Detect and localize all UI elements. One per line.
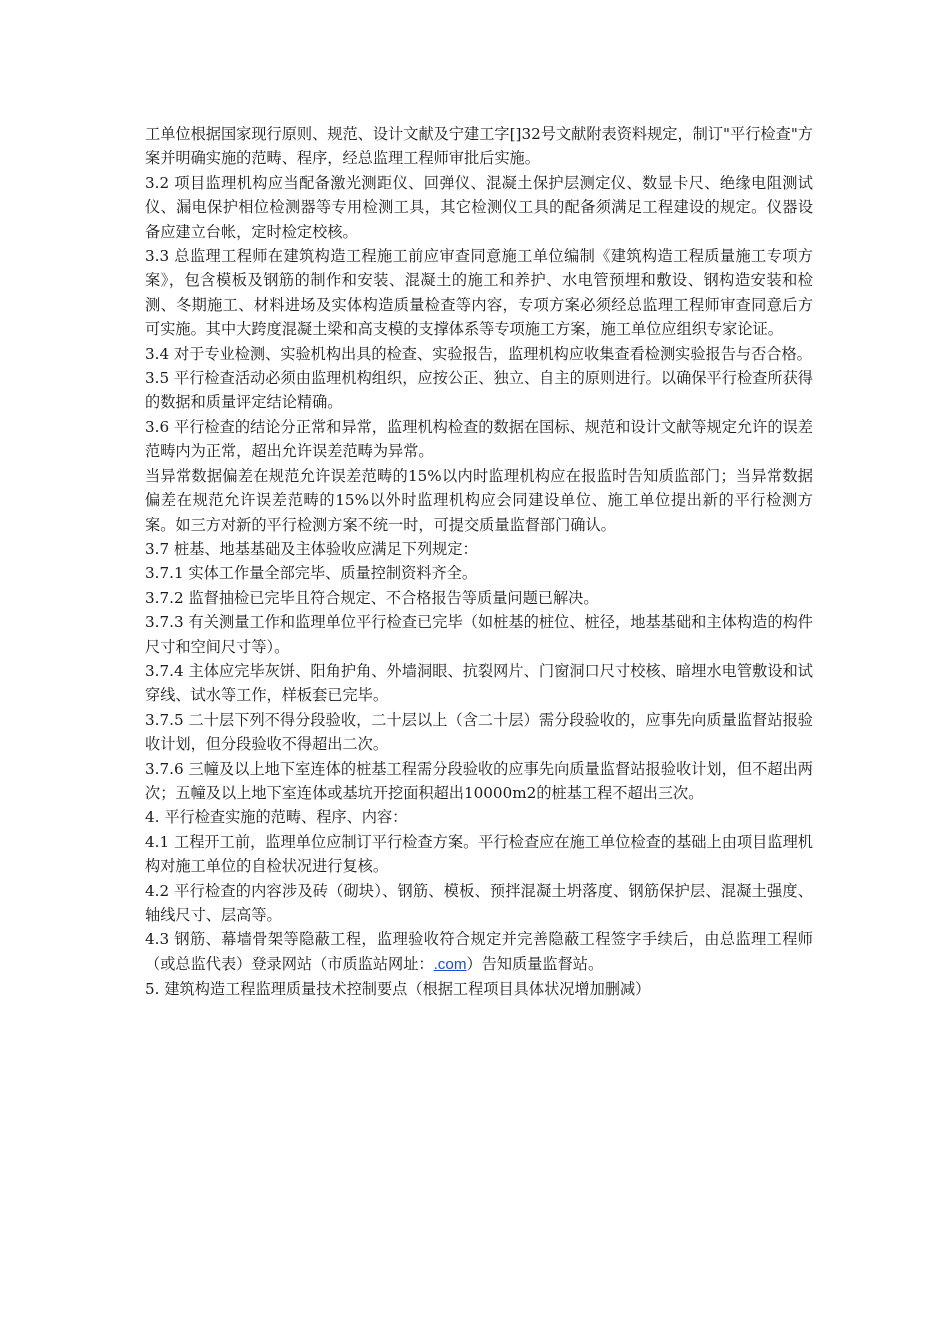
paragraph-3-7-1: 3.7.1 实体工作量全部完毕、质量控制资料齐全。	[145, 564, 478, 583]
paragraph-3-7-4: 3.7.4 主体应完毕灰饼、阳角护角、外墙洞眼、抗裂网片、门窗洞口尺寸校核、暗埋水电管敷设和试穿线、试水等工作，样板套已完毕。	[145, 661, 813, 705]
paragraph-4-2: 4.2 平行检查的内容涉及砖（砌块）、钢筋、模板、预拌混凝土坍落度、钢筋保护层、混凝土强度、轴线尺寸、层高等。	[145, 881, 813, 924]
paragraph-4-3-tail: ）告知质量监督站。	[466, 954, 604, 973]
paragraph-3-7-6: 3.7.6 三幢及以上地下室连体的桩基工程需分段验收的应事先向质量监督站报验收计划，但不超出两次；五幢及以上地下室连体或基坑开挖面积超出10000m2的桩基工程不超出三次。	[145, 759, 813, 802]
paragraph-3-6: 3.6 平行检查的结论分正常和异常，监理机构检查的数据在国标、规范和设计文献等规定允许的误差范畴内为正常，超出允许误差范畴为异常。	[145, 417, 813, 461]
paragraph-intro: 工单位根据国家现行原则、规范、设计文献及宁建工字[]32号文献附表资料规定，制订"平行检查"方案并明确实施的范畴、程序，经总监理工程师审批后实施。	[145, 125, 813, 168]
paragraph-3-2: 3.2 项目监理机构应当配备激光测距仪、回弹仪、混凝土保护层测定仪、数显卡尺、绝缘电阻测试仪、漏电保护相位检测器等专用检测工具，其它检测仪工具的配备须满足工程建设的规定。仪器设备应建立台帐，定时检定校核。	[145, 173, 813, 241]
heading-section-5: 5. 建筑构造工程监理质量技术控制要点（根据工程项目具体状况增加删减）	[145, 980, 651, 999]
document-body	[145, 122, 813, 1002]
paragraph-4-3	[145, 927, 813, 977]
paragraph-3-7: 3.7 桩基、地基基础及主体验收应满足下列规定：	[145, 539, 478, 558]
paragraph-4-3-text: 4.3 钢筋、幕墙骨架等隐蔽工程，监理验收符合规定并完善隐蔽工程签字手续后，由总监理工程师（或总监代表）登录网站（市质监站网址：	[145, 930, 813, 973]
paragraph-3-7-3: 3.7.3 有关测量工作和监理单位平行检查已完毕（如桩基的桩位、桩径，地基基础和主体构造的构件尺寸和空间尺寸等）。	[145, 613, 813, 656]
paragraph-3-3: 3.3 总监理工程师在建筑构造工程施工前应审查同意施工单位编制《建筑构造工程质量施工专项方案》，包含模板及钢筋的制作和安装、混凝土的施工和养护、水电管预埋和敷设、钢构造安装和检测、冬期施工、材料进场及实体构造质量检查等内容，专项方案必须经总监理工程师审查同意后方可实施。其中大跨度混凝土梁和高支模的支撑体系等专项施工方案，施工单位应组织专家论证。	[145, 247, 813, 339]
paragraph-3-4: 3.4 对于专业检测、实验机构出具的检查、实验报告，监理机构应收集查看检测实验报告与否合格。	[145, 344, 812, 363]
heading-section-4: 4. 平行检查实施的范畴、程序、内容：	[145, 808, 408, 827]
paragraph-3-7-5: 3.7.5 二十层下列不得分段验收，二十层以上（含二十层）需分段验收的，应事先向质量监督站报验收计划，但分段验收不得超出二次。	[145, 710, 813, 754]
paragraph-3-6-abnormal: 当异常数据偏差在规范允许误差范畴的15%以内时监理机构应在报监时告知质监部门；当异常数据偏差在规范允许误差范畴的15%以外时监理机构应会同建设单位、施工单位提出新的平行检测方案。如三方对新的平行检测方案不统一时，可提交质量监督部门确认。	[145, 466, 813, 534]
website-link[interactable]: .com	[433, 955, 467, 973]
paragraph-3-7-2: 3.7.2 监督抽检已完毕且符合规定、不合格报告等质量问题已解决。	[145, 588, 599, 607]
paragraph-4-1: 4.1 工程开工前，监理单位应制订平行检查方案。平行检查应在施工单位检查的基础上由项目监理机构对施工单位的自检状况进行复核。	[145, 832, 813, 876]
paragraph-3-5: 3.5 平行检查活动必须由监理机构组织，应按公正、独立、自主的原则进行。以确保平行检查所获得的数据和质量评定结论精确。	[145, 369, 813, 412]
